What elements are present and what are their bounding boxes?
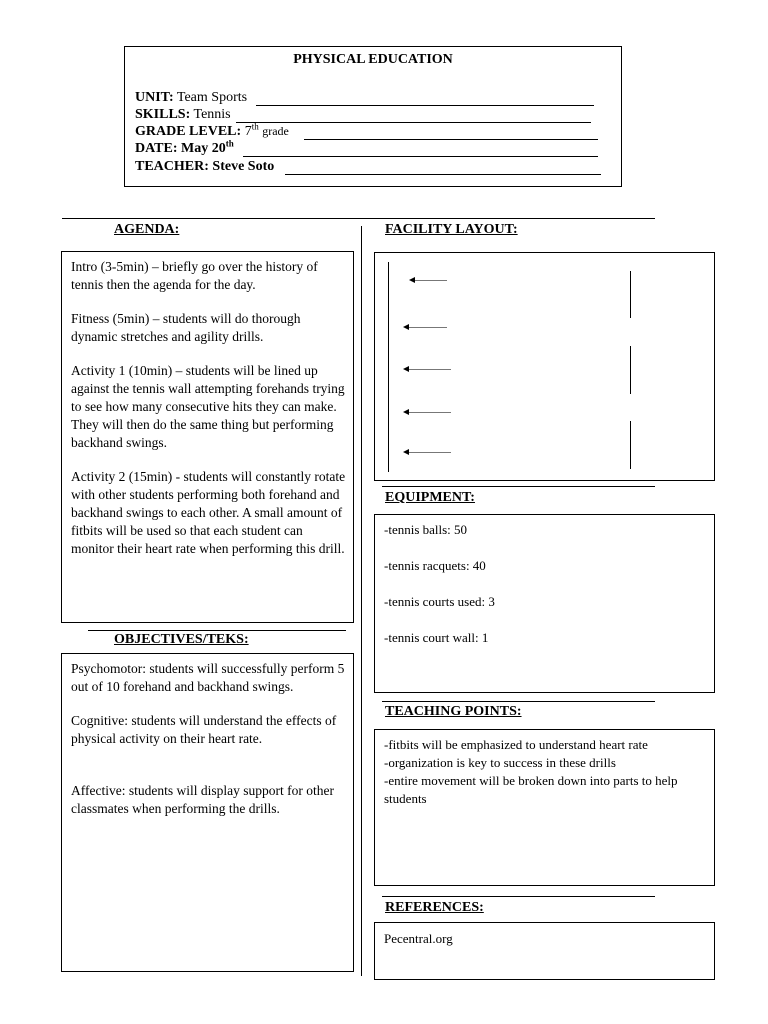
equipment-court-wall: -tennis court wall: 1	[384, 630, 489, 645]
equipment-box	[374, 514, 715, 693]
skills-value: Tennis	[193, 107, 231, 122]
header-box	[124, 46, 622, 187]
teaching-point-movement: -entire movement will be broken down into parts to help students	[384, 773, 678, 806]
equipment-tennis-balls: -tennis balls: 50	[384, 522, 468, 537]
court-line-2	[630, 346, 631, 394]
top-rule	[62, 218, 655, 219]
arrow-line-4	[409, 412, 451, 413]
grade-suffix: th	[251, 121, 259, 132]
date-label: DATE:	[135, 141, 178, 156]
teaching-point-fitbits: -fitbits will be emphasized to understand heart rate	[384, 737, 648, 752]
agenda-list	[71, 258, 347, 574]
date-row	[135, 138, 234, 157]
tennis-wall-line	[388, 262, 389, 472]
facility-heading: FACILITY LAYOUT:	[385, 222, 518, 237]
teaching-rule	[382, 701, 655, 702]
document-title: PHYSICAL EDUCATION	[293, 52, 453, 67]
agenda-heading: AGENDA:	[114, 222, 180, 237]
arrow-line-1	[415, 280, 447, 281]
agenda-item-fitness: Fitness (5min) – students will do thorough dynamic stretches and agility drills.	[71, 311, 301, 344]
teacher-row	[135, 159, 274, 175]
unit-label: UNIT:	[135, 90, 174, 105]
arrow-line-3	[409, 369, 451, 370]
grade-label: GRADE LEVEL:	[135, 124, 242, 139]
objective-psychomotor: Psychomotor: students will successfully perform 5 out of 10 forehand and backhand swings.	[71, 661, 345, 694]
column-divider	[361, 226, 362, 976]
unit-row	[135, 90, 247, 106]
objectives-rule	[88, 630, 346, 631]
grade-number: 7	[244, 124, 252, 139]
grade-row	[135, 121, 289, 140]
arrow-line-5	[409, 452, 451, 453]
objectives-list	[71, 660, 347, 834]
equipment-list	[384, 521, 708, 647]
date-value: May 20	[181, 141, 226, 156]
teaching-point-organization: -organization is key to success in these drills	[384, 755, 616, 770]
equipment-heading: EQUIPMENT:	[385, 490, 475, 505]
agenda-item-intro: Intro (3-5min) – briefly go over the history of tennis then the agenda for the day.	[71, 259, 318, 292]
objectives-box	[61, 653, 354, 972]
arrow-line-2	[409, 327, 447, 328]
grade-underline	[304, 139, 598, 140]
date-underline	[243, 156, 598, 157]
reference-item: Pecentral.org	[384, 931, 453, 946]
objective-cognitive: Cognitive: students will understand the effects of physical activity on their heart rate.	[71, 713, 337, 746]
date-suffix: th	[225, 138, 234, 149]
unit-underline	[256, 105, 594, 106]
skills-underline	[236, 122, 591, 123]
objectives-heading: OBJECTIVES/TEKS:	[114, 632, 249, 647]
agenda-item-activity-1: Activity 1 (10min) – students will be lined up against the tennis wall attempting forehands trying to see how many consecutive hits they can make. They will then do the same thing but performing backhand swings.	[71, 363, 345, 450]
agenda-box	[61, 251, 354, 623]
references-heading: REFERENCES:	[385, 900, 484, 915]
teacher-underline	[285, 174, 601, 175]
references-rule	[382, 896, 655, 897]
skills-row	[135, 107, 231, 123]
references-box	[374, 922, 715, 980]
skills-label: SKILLS:	[135, 107, 191, 122]
references-list	[384, 930, 708, 948]
unit-value: Team Sports	[176, 90, 248, 105]
equipment-tennis-racquets: -tennis racquets: 40	[384, 558, 486, 573]
court-line-1	[630, 271, 631, 318]
agenda-item-activity-2: Activity 2 (15min) - students will constantly rotate with other students performing both forehand and backhand swings to each other. A small amount of fitbits will be used so that each student can monitor their heart rate when performing this drill.	[71, 469, 346, 556]
teacher-value: Steve Soto	[212, 159, 275, 174]
teaching-points-list	[384, 736, 708, 808]
objective-affective: Affective: students will display support for other classmates when performing the drills.	[71, 783, 334, 816]
teacher-label: TEACHER:	[135, 159, 209, 174]
teaching-points-box	[374, 729, 715, 886]
equipment-courts-used: -tennis courts used: 3	[384, 594, 495, 609]
equipment-rule	[382, 486, 655, 487]
teaching-points-heading: TEACHING POINTS:	[385, 704, 522, 719]
facility-layout-box	[374, 252, 715, 481]
court-line-3	[630, 421, 631, 469]
grade-word: grade	[262, 124, 289, 138]
